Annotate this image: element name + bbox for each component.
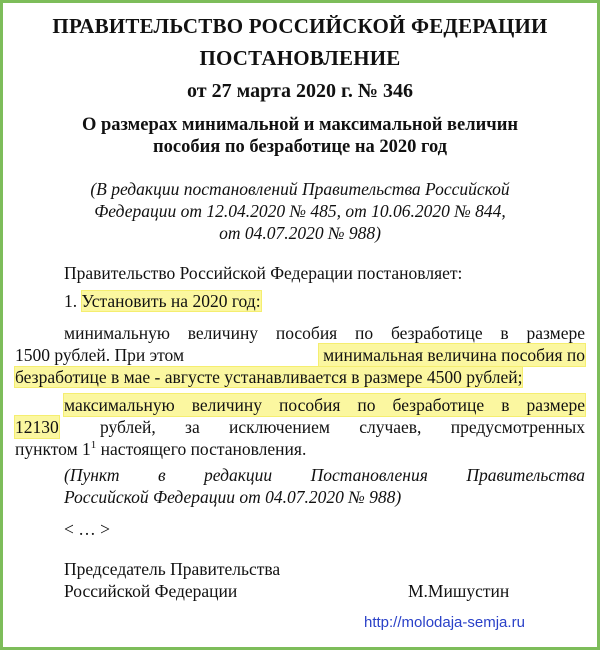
- signature-name: М.Мишустин: [408, 581, 510, 601]
- max-line-2-highlight: 12130: [15, 417, 59, 437]
- max-line-3: [15, 438, 306, 460]
- min-line-3-highlight: безработице в мае - августе устанавливается в размере 4500 рублей;: [15, 367, 523, 387]
- item-title-highlight: Установить на 2020 год:: [81, 291, 261, 311]
- footnote-sup: 1: [90, 439, 97, 452]
- doc-type: ПОСТАНОВЛЕНИЕ: [199, 46, 401, 70]
- editions-line-3: от 04.07.2020 № 988): [219, 223, 381, 243]
- ellipsis: < … >: [64, 519, 110, 539]
- max-line-3-text: пунктом 1: [15, 439, 91, 459]
- item-number: 1.: [64, 291, 78, 311]
- item-1: [64, 290, 261, 312]
- source-url-link[interactable]: http://molodaja-semja.ru: [364, 614, 525, 631]
- subject-line-1: О размерах минимальной и максимальной величин: [81, 115, 519, 135]
- min-line-1: минимальную величину пособия по безработице в размере: [64, 323, 585, 343]
- min-line-2-plain: 1500 рублей. При этом: [15, 345, 185, 365]
- max-line-1-highlight: максимальную величину пособия по безработице в размере: [64, 395, 585, 415]
- editions-line-1: (В редакции постановлений Правительства Российской: [90, 179, 510, 199]
- min-line-2-highlight: минимальная величина пособия по: [319, 344, 585, 366]
- intro-text: Правительство Российской Федерации постановляет:: [64, 263, 463, 283]
- subject-line-2: пособия по безработице на 2020 год: [152, 137, 448, 157]
- min-line-3: [15, 366, 585, 388]
- org-title: ПРАВИТЕЛЬСТВО РОССИЙСКОЙ ФЕДЕРАЦИИ: [52, 14, 548, 38]
- signature-title-2: Российской Федерации: [64, 581, 238, 601]
- max-line-1: [64, 394, 585, 416]
- max-line-2-plain: рублей, за исключением случаев, предусмотренных: [100, 417, 585, 437]
- date-number: от 27 марта 2020 г. № 346: [187, 80, 413, 102]
- signature-title-1: Председатель Правительства: [64, 559, 281, 579]
- max-line-3-tail: настоящего постановления.: [100, 439, 307, 459]
- note-line-1: (Пункт в редакции Постановления Правительства: [64, 465, 585, 485]
- max-line-2: [15, 416, 585, 438]
- note-line-2: Российской Федерации от 04.07.2020 № 988): [64, 487, 402, 507]
- min-line-2: [15, 344, 585, 366]
- editions-line-2: Федерации от 12.04.2020 № 485, от 10.06.2020 № 844,: [94, 201, 506, 221]
